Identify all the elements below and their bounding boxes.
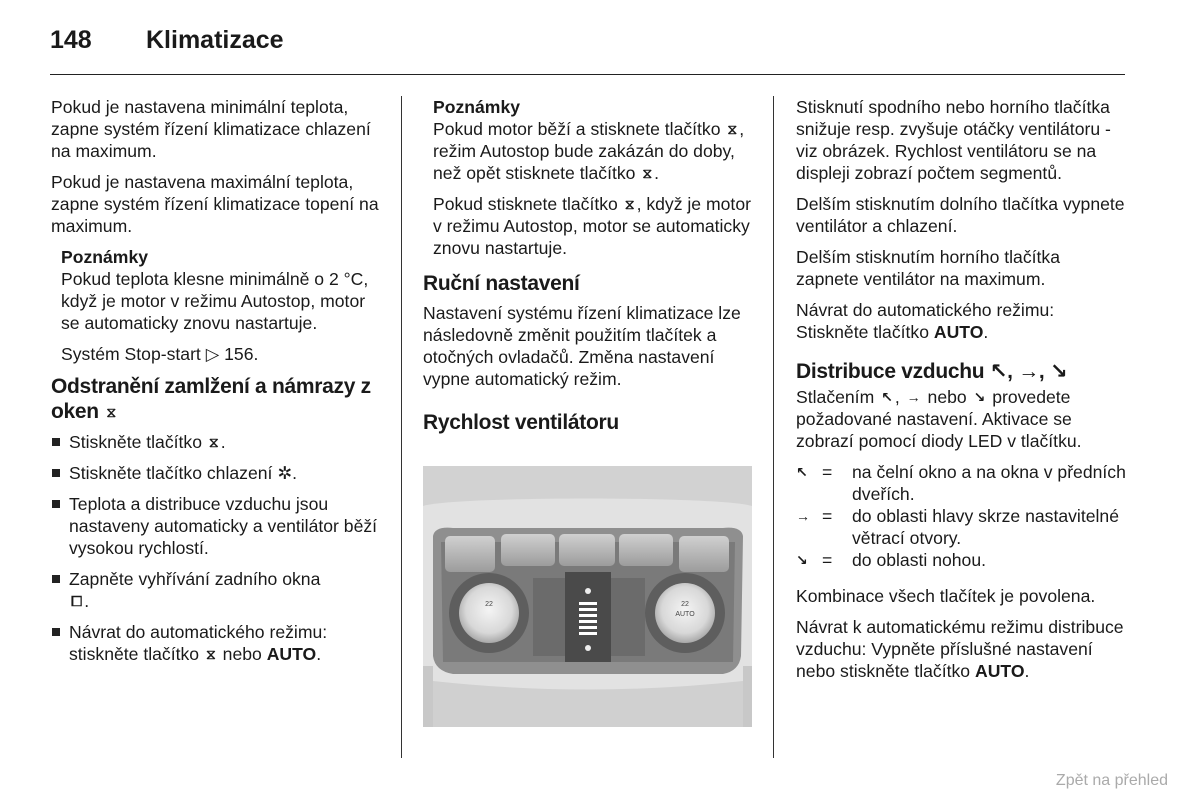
paragraph: Delším stisknutím dolního tlačítka vypnete ventilátor a chlazení.: [796, 194, 1125, 236]
legend-row: → = do oblasti hlavy skrze nastavitelné větrací otvory.: [796, 506, 1119, 548]
paragraph: Stlačením ↖ , → nebo ↘ provedete požadované nastavení. Aktivace se zobrazí pomocí diody LED v tlačítku.: [796, 387, 1082, 451]
air-windshield-icon: ↖: [796, 464, 808, 480]
ac-snowflake-icon: ✲: [277, 463, 293, 483]
back-to-overview-link[interactable]: Zpět na přehled: [1055, 772, 1168, 789]
legend-row: ↘ = do oblasti nohou.: [796, 550, 987, 570]
reference-arrow-icon: ▷: [205, 344, 220, 364]
paragraph: Delším stisknutím horního tlačítka zapnete ventilátor na maximum.: [796, 247, 1061, 289]
defrost-icon: ⧖: [106, 404, 116, 420]
list-item: Stiskněte tlačítko ⧖ .: [51, 431, 381, 453]
header-rule: [50, 74, 1125, 75]
paragraph: Pokud je nastavena minimální teplota, zapne systém řízení klimatizace chlazení na maximum.: [51, 97, 371, 161]
paragraph: Návrat do automatického režimu: Stiskněte tlačítko AUTO.: [796, 300, 1055, 342]
paragraph: Stisknutí spodního nebo horního tlačítka snižuje resp. zvyšuje otáčky ventilátoru - viz obrázek. Rychlost ventilátoru se na displeji zobrazí počtem segmentů.: [796, 97, 1111, 183]
svg-text:22: 22: [485, 601, 493, 608]
column-2: [423, 96, 753, 441]
note-box: [433, 96, 753, 259]
paragraph: Kombinace všech tlačítek je povolena.: [796, 586, 1096, 606]
air-windshield-icon: ↖: [881, 389, 893, 405]
defrost-icon: ⧖: [727, 121, 738, 137]
defrost-icon: ⧖: [642, 165, 653, 181]
climate-control-panel-illustration: [423, 466, 752, 727]
air-distribution-legend: [796, 461, 1126, 571]
note-heading: Poznámky: [61, 247, 149, 267]
rear-window-heat-icon: ⧠: [71, 593, 83, 609]
section-heading-defrost: Odstranění zamlžení a námrazy z oken ⧖: [51, 375, 371, 423]
defrost-icon: ⧖: [624, 196, 635, 212]
air-head-icon: →: [906, 389, 921, 405]
air-head-icon: →: [796, 508, 810, 524]
column-divider-2: [773, 96, 774, 758]
legend-row: ↖ = na čelní okno a na okna v předních dveřích.: [796, 462, 1126, 504]
defrost-icon: ⧖: [205, 646, 216, 662]
svg-text:AUTO: AUTO: [675, 611, 695, 618]
bullet-list: [51, 431, 381, 665]
note-text: Pokud motor běží a stisknete tlačítko ⧖ , režim Autostop bude zakázán do doby, než opět stisknete tlačítko ⧖ .: [433, 119, 745, 183]
paragraph: Nastavení systému řízení klimatizace lze následovně změnit použitím tlačítek a otočných ovladačů. Změna nastavení vypne automatický režim.: [423, 303, 741, 389]
list-item: Stiskněte tlačítko chlazení ✲.: [51, 462, 381, 484]
page-title: Klimatizace: [146, 26, 284, 54]
svg-text:22: 22: [681, 601, 689, 608]
list-item: Návrat do automatického režimu: stiskněte tlačítko ⧖ nebo AUTO.: [51, 621, 381, 665]
section-heading-manual: Ruční nastavení: [423, 272, 580, 295]
note-heading: Poznámky: [433, 97, 521, 117]
air-windshield-icon: ↖: [989, 360, 1008, 383]
section-heading-air-distribution: Distribuce vzduchu ↖, →, ↘: [796, 360, 1068, 383]
list-item: Zapněte vyhřívání zadního okna ⧠ .: [51, 568, 381, 612]
air-feet-icon: ↘: [973, 389, 986, 405]
paragraph: Pokud je nastavena maximální teplota, zapne systém řízení klimatizace topení na maximum.: [51, 172, 379, 236]
page-number: 148: [50, 26, 92, 54]
list-item: Teplota a distribuce vzduchu jsou nastaveny automaticky a ventilátor běží vysokou rychlostí.: [51, 493, 381, 559]
note-box: [61, 246, 381, 365]
paragraph: Návrat k automatickému režimu distribuce vzduchu: Vypněte příslušné nastavení nebo stiskněte tlačítko AUTO.: [796, 617, 1124, 681]
section-heading-fan-speed: Rychlost ventilátoru: [423, 411, 619, 434]
cross-reference[interactable]: Systém Stop-start ▷ 156.: [61, 344, 259, 364]
note-text: Pokud stisknete tlačítko ⧖ , když je motor v režimu Autostop, motor se automaticky znovu nastartuje.: [433, 194, 751, 258]
air-feet-icon: ↘: [1050, 360, 1068, 383]
column-3: [796, 96, 1126, 691]
column-divider-1: [401, 96, 402, 758]
defrost-icon: ⧖: [208, 434, 219, 450]
column-1: [51, 96, 381, 674]
air-feet-icon: ↘: [796, 552, 808, 568]
note-text: Pokud teplota klesne minimálně o 2 °C, když je motor v režimu Autostop, motor se automaticky znovu nastartuje.: [61, 269, 369, 333]
air-head-icon: →: [1018, 360, 1039, 383]
